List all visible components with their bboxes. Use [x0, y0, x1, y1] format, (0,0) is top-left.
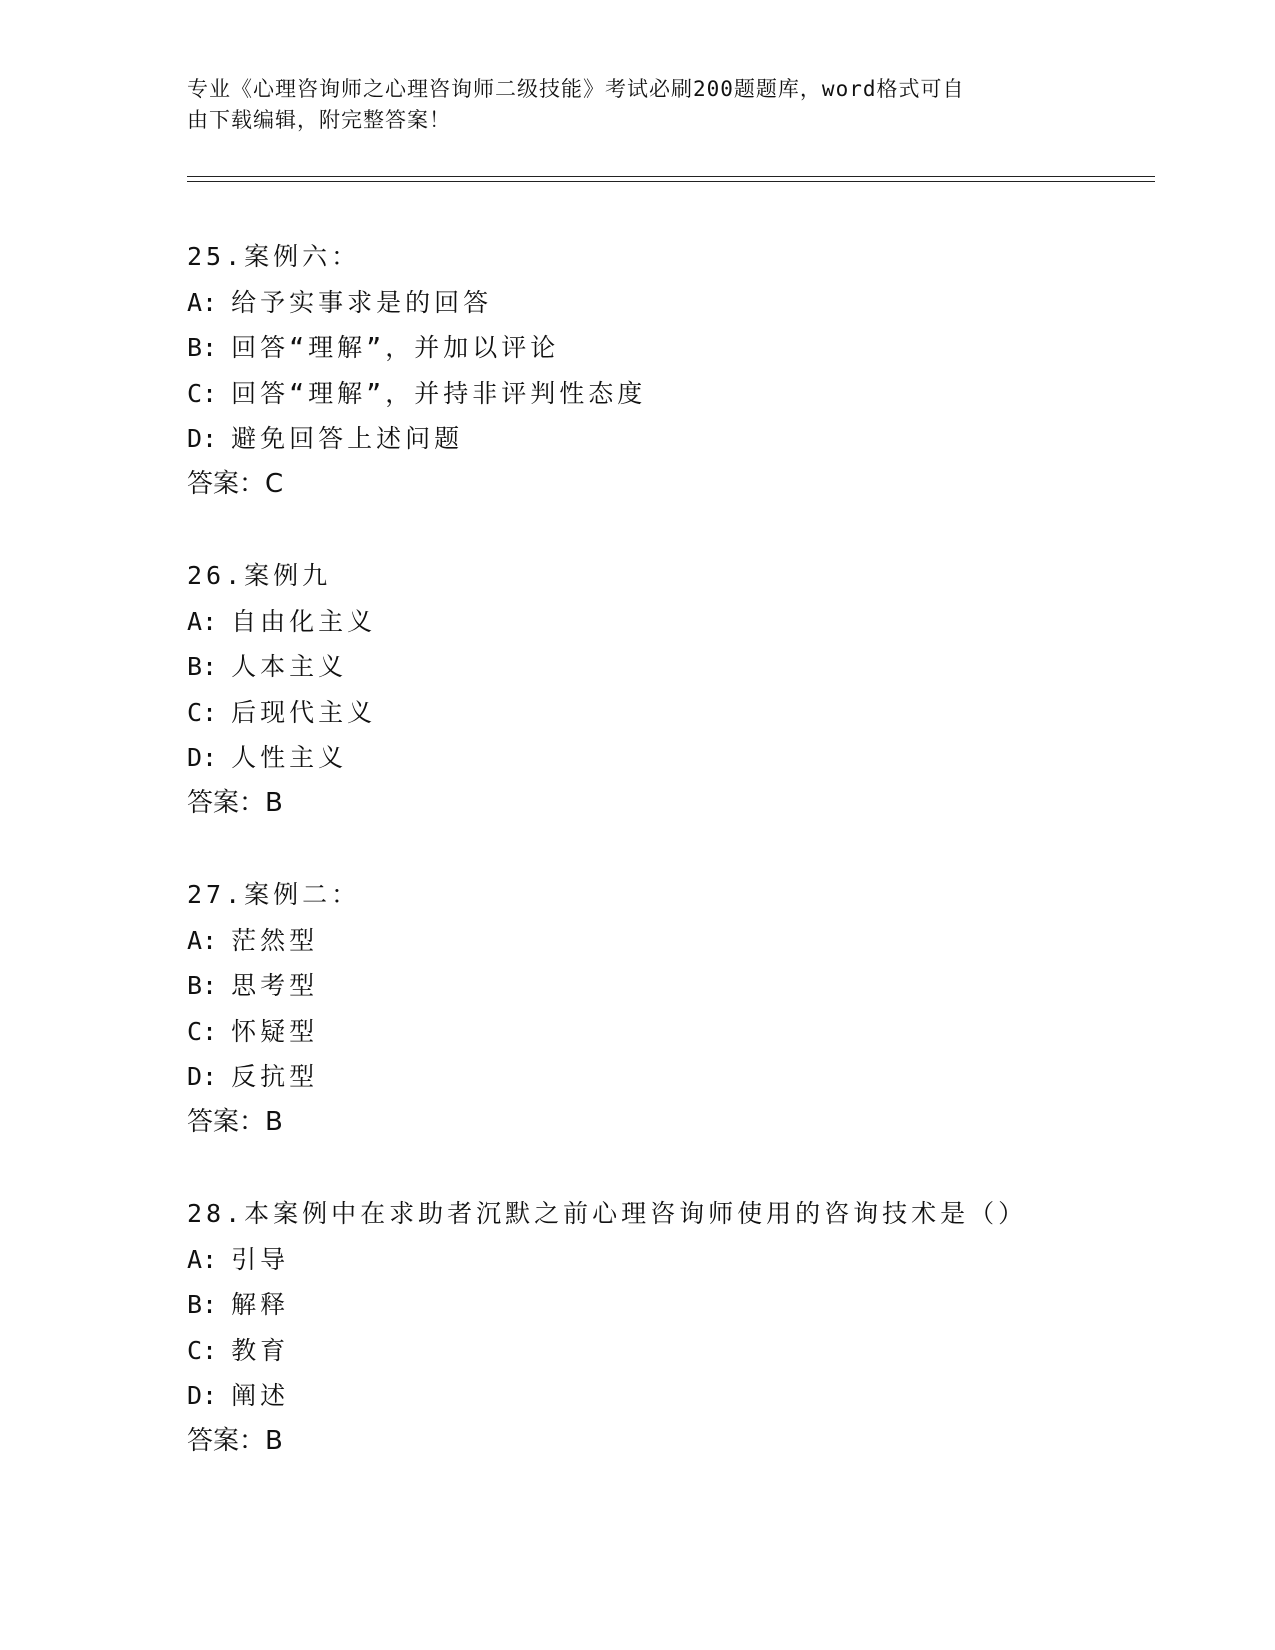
option-text: 怀疑型: [231, 1016, 319, 1046]
option-text: 人性主义: [231, 743, 348, 772]
header-line-1: 专业《心理咨询师之心理咨询师二级技能》考试必刷200题题库，word格式可自: [187, 77, 965, 101]
option-text: 阐述: [231, 1381, 290, 1410]
header-divider-bottom: [187, 181, 1155, 182]
question-25: [187, 234, 1155, 507]
option-letter: D:: [187, 1381, 218, 1410]
option-text: 避免回答上述问题: [231, 424, 464, 453]
option-letter: C:: [187, 1016, 218, 1046]
question-stem: 26.案例九: [187, 561, 332, 590]
question-list: [187, 234, 1155, 1510]
option-c: [187, 690, 1155, 736]
option-letter: D:: [187, 743, 218, 772]
option-c: [187, 1009, 1155, 1055]
option-letter: C:: [187, 378, 218, 408]
option-b: [187, 1282, 1155, 1328]
document-header: [187, 74, 1067, 136]
option-b: [187, 963, 1155, 1009]
question-stem: 28.本案例中在求助者沉默之前心理咨询师使用的咨询技术是（）: [187, 1199, 1028, 1228]
answer-line: 答案：B: [187, 1425, 283, 1456]
option-letter: B:: [187, 333, 218, 362]
option-text: 人本主义: [231, 652, 348, 681]
option-d: [187, 1373, 1155, 1419]
header-divider-top: [187, 176, 1155, 177]
option-text: 解释: [231, 1290, 290, 1319]
answer-line: 答案：B: [187, 787, 283, 818]
option-letter: A:: [187, 606, 218, 636]
option-d: [187, 735, 1155, 781]
option-a: [187, 280, 1155, 326]
question-stem: 27.案例二：: [187, 880, 361, 909]
option-text: 反抗型: [231, 1062, 319, 1091]
option-letter: D:: [187, 424, 218, 453]
option-text: 给予实事求是的回答: [231, 287, 493, 317]
option-text: 后现代主义: [231, 697, 377, 727]
question-stem: 25.案例六：: [187, 242, 361, 271]
option-letter: D:: [187, 1062, 218, 1091]
option-a: [187, 1237, 1155, 1283]
option-a: [187, 599, 1155, 645]
option-text: 教育: [231, 1335, 290, 1365]
option-letter: B:: [187, 1290, 218, 1319]
question-28: [187, 1191, 1155, 1464]
option-text: 回答“理解”，并加以评论: [231, 333, 560, 362]
option-text: 回答“理解”，并持非评判性态度: [231, 378, 647, 408]
option-letter: B:: [187, 652, 218, 681]
option-letter: C:: [187, 697, 218, 727]
option-letter: A:: [187, 1244, 218, 1274]
question-27: [187, 872, 1155, 1145]
option-c: [187, 371, 1155, 417]
answer-line: 答案：B: [187, 1106, 283, 1137]
question-26: [187, 553, 1155, 826]
option-text: 思考型: [231, 971, 319, 1000]
option-text: 茫然型: [231, 925, 319, 955]
option-letter: C:: [187, 1335, 218, 1365]
header-line-2: 由下载编辑，附完整答案！: [187, 108, 451, 132]
option-a: [187, 918, 1155, 964]
option-c: [187, 1328, 1155, 1374]
option-d: [187, 1054, 1155, 1100]
option-text: 自由化主义: [231, 606, 377, 636]
option-d: [187, 416, 1155, 462]
option-letter: B:: [187, 971, 218, 1000]
option-letter: A:: [187, 925, 218, 955]
answer-line: 答案：C: [187, 468, 284, 499]
option-b: [187, 644, 1155, 690]
option-b: [187, 325, 1155, 371]
option-letter: A:: [187, 287, 218, 317]
option-text: 引导: [231, 1244, 290, 1274]
